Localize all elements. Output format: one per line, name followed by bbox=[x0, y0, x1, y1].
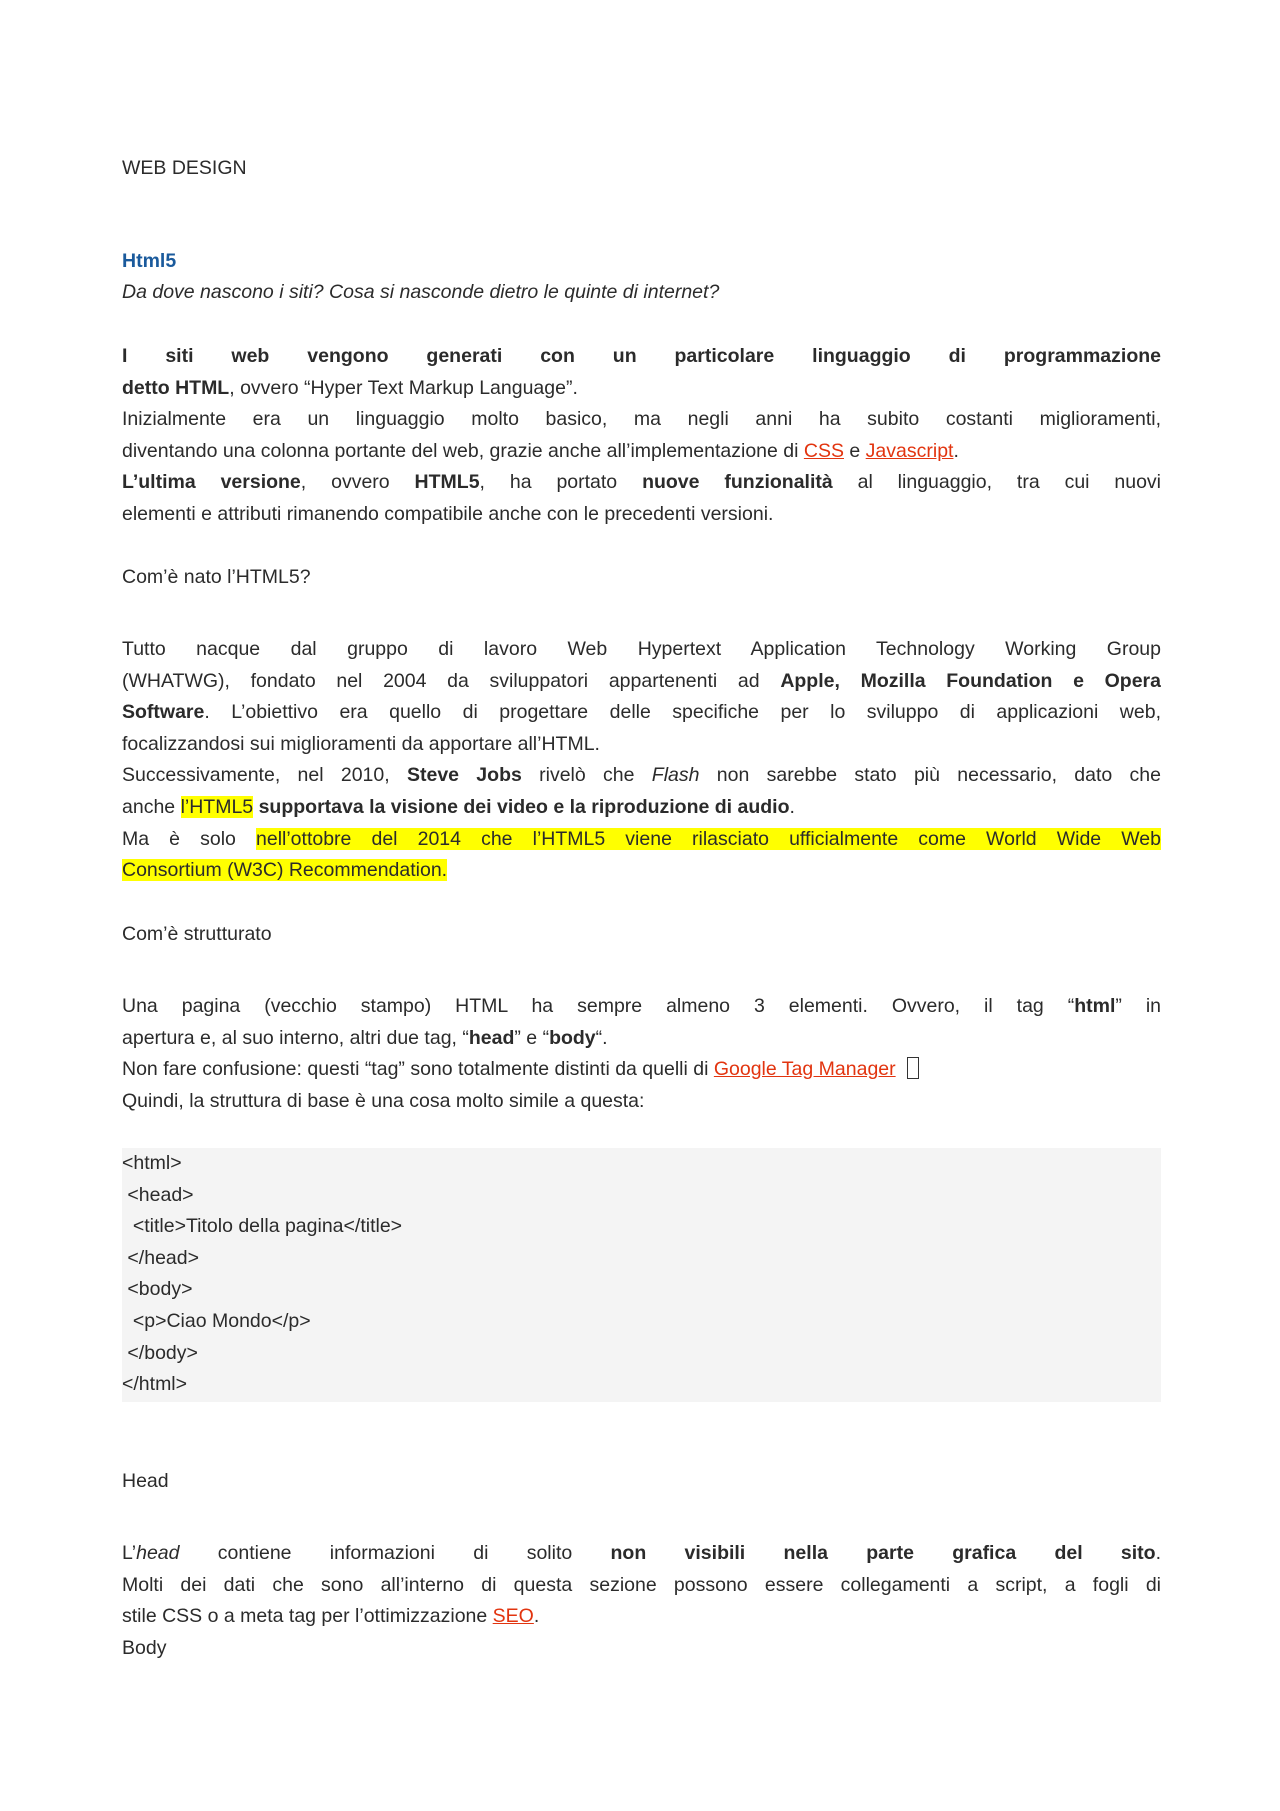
text-line bbox=[122, 760, 1161, 792]
text-run: Non fare confusione: questi “tag” sono totalmente distinti da quelli di bbox=[122, 1058, 714, 1081]
text-run: diventando una colonna portante del web, grazie anche all’implementazione di bbox=[122, 439, 804, 462]
text-line bbox=[122, 697, 1161, 729]
text-line bbox=[122, 1601, 1161, 1633]
code-line: <head> bbox=[122, 1183, 194, 1206]
text-run: supportava la visione dei video e la riproduzione di audio bbox=[253, 795, 790, 818]
hyperlink[interactable]: SEO bbox=[492, 1605, 534, 1628]
text-run: . bbox=[533, 1605, 540, 1628]
text-run: e bbox=[843, 439, 866, 462]
text-line bbox=[122, 373, 1161, 405]
text-run: . L’obiettivo era quello di progettare delle specifiche per lo sviluppo di applicazioni web, bbox=[204, 701, 1161, 724]
text-run: . bbox=[1155, 1542, 1161, 1564]
text-run: ” e “ bbox=[514, 1026, 550, 1049]
text-line bbox=[122, 855, 1161, 887]
text-line bbox=[122, 1054, 1161, 1086]
text-run: detto HTML bbox=[122, 376, 230, 399]
text-line bbox=[122, 1086, 1161, 1118]
text-line bbox=[122, 792, 1161, 824]
text-run: . bbox=[789, 795, 795, 818]
paragraph-intro bbox=[122, 341, 1161, 531]
text-line bbox=[122, 404, 1161, 436]
text-run: (WHATWG), fondato nel 2004 da sviluppatori appartenenti ad bbox=[122, 669, 781, 692]
text-line bbox=[122, 436, 1161, 468]
text-run: Flash bbox=[651, 764, 700, 787]
text-run: Successivamente, nel 2010, bbox=[122, 764, 407, 787]
text-run: Ma è solo bbox=[122, 827, 256, 850]
section-heading-html5: Html5 bbox=[122, 250, 177, 272]
text-run: Tutto nacque dal gruppo di lavoro Web Hypertext Application Technology Working Group bbox=[122, 638, 1161, 660]
text-run: Molti dei dati che sono all’interno di questa sezione possono essere collegamenti a script, a fogli di bbox=[122, 1573, 1161, 1596]
highlighted-text: l’HTML5 bbox=[180, 795, 254, 818]
text-run: “. bbox=[595, 1026, 608, 1049]
text-line bbox=[122, 729, 1161, 761]
hyperlink[interactable]: Javascript bbox=[865, 439, 954, 462]
text-run: Apple, Mozilla Foundation e Opera bbox=[780, 669, 1161, 692]
heading-head: Head bbox=[122, 1470, 169, 1492]
subtitle: Da dove nascono i siti? Cosa si nasconde dietro le quinte di internet? bbox=[122, 281, 720, 303]
text-run: anche bbox=[122, 795, 181, 818]
text-run: . bbox=[953, 439, 959, 462]
text-run: Steve Jobs bbox=[406, 764, 522, 787]
text-run: , ha portato bbox=[479, 471, 643, 494]
code-line: </body> bbox=[122, 1341, 198, 1364]
text-run: head bbox=[468, 1026, 515, 1049]
text-run: I siti web vengono generati con un particolare linguaggio di programmazione bbox=[122, 345, 1161, 367]
code-line: </html> bbox=[122, 1373, 188, 1396]
text-run: Quindi, la struttura di base è una cosa molto simile a questa: bbox=[122, 1089, 645, 1112]
text-run: , ovvero “Hyper Text Markup Language”. bbox=[229, 376, 578, 399]
paragraph-history bbox=[122, 634, 1161, 887]
text-line bbox=[122, 1538, 1161, 1570]
text-run: contiene informazioni di solito bbox=[179, 1542, 611, 1564]
code-block bbox=[122, 1148, 1161, 1402]
hyperlink[interactable]: Google Tag Manager bbox=[713, 1058, 896, 1081]
highlighted-text: Consortium (W3C) Recommendation. bbox=[122, 859, 448, 882]
code-line: </head> bbox=[122, 1246, 199, 1269]
text-run: body bbox=[549, 1026, 596, 1049]
text-line bbox=[122, 467, 1161, 499]
text-line bbox=[122, 1023, 1161, 1055]
text-run: non sarebbe stato più necessario, dato che bbox=[699, 764, 1161, 787]
paragraph-head bbox=[122, 1538, 1161, 1633]
code-line: <html> bbox=[122, 1152, 182, 1174]
text-run: stile CSS o a meta tag per l’ottimizzazione bbox=[122, 1605, 493, 1628]
text-run: ” in bbox=[1115, 995, 1161, 1017]
text-line bbox=[122, 666, 1161, 698]
text-line bbox=[122, 634, 1161, 666]
text-line bbox=[122, 824, 1161, 856]
paragraph-structure bbox=[122, 991, 1161, 1117]
text-run: L’ bbox=[122, 1542, 137, 1564]
text-run: , ovvero bbox=[300, 471, 415, 494]
text-run: head bbox=[136, 1542, 180, 1564]
text-run: html bbox=[1074, 995, 1116, 1017]
text-run: apertura e, al suo interno, altri due tag, “ bbox=[122, 1026, 469, 1049]
highlighted-text: nell’ottobre del 2014 che l’HTML5 viene rilasciato ufficialmente come World Wide Web bbox=[256, 827, 1161, 850]
text-run: Inizialmente era un linguaggio molto basico, ma negli anni ha subito costanti miglioramenti, bbox=[122, 408, 1161, 431]
text-run: HTML5 bbox=[414, 471, 480, 494]
text-run: non visibili nella parte grafica del sito bbox=[610, 1542, 1156, 1564]
code-line: <body> bbox=[122, 1278, 193, 1301]
heading-born: Com’è nato l’HTML5? bbox=[122, 566, 311, 588]
text-run: elementi e attributi rimanendo compatibile anche con le precedenti versioni. bbox=[122, 502, 774, 525]
text-run: Una pagina (vecchio stampo) HTML ha sempre almeno 3 elementi. Ovvero, il tag “ bbox=[122, 995, 1075, 1017]
text-run: rivelò che bbox=[521, 764, 652, 787]
missing-glyph-icon bbox=[907, 1057, 919, 1079]
text-run: nuove funzionalità bbox=[642, 471, 833, 494]
text-line bbox=[122, 341, 1161, 373]
text-line bbox=[122, 1570, 1161, 1602]
text-line bbox=[122, 991, 1161, 1023]
heading-body: Body bbox=[122, 1637, 167, 1659]
hyperlink[interactable]: CSS bbox=[803, 439, 844, 462]
text-run: Software bbox=[122, 701, 205, 724]
text-run: L’ultima versione bbox=[122, 471, 301, 494]
heading-structure: Com’è strutturato bbox=[122, 923, 272, 945]
document-title: WEB DESIGN bbox=[122, 157, 247, 179]
code-line: <p>Ciao Mondo</p> bbox=[122, 1309, 311, 1332]
text-run: al linguaggio, tra cui nuovi bbox=[832, 471, 1161, 494]
text-run bbox=[896, 1058, 901, 1080]
text-run: focalizzandosi sui miglioramenti da apportare all’HTML. bbox=[122, 732, 600, 755]
code-line: <title>Titolo della pagina</title> bbox=[122, 1215, 403, 1238]
text-line bbox=[122, 499, 1161, 531]
